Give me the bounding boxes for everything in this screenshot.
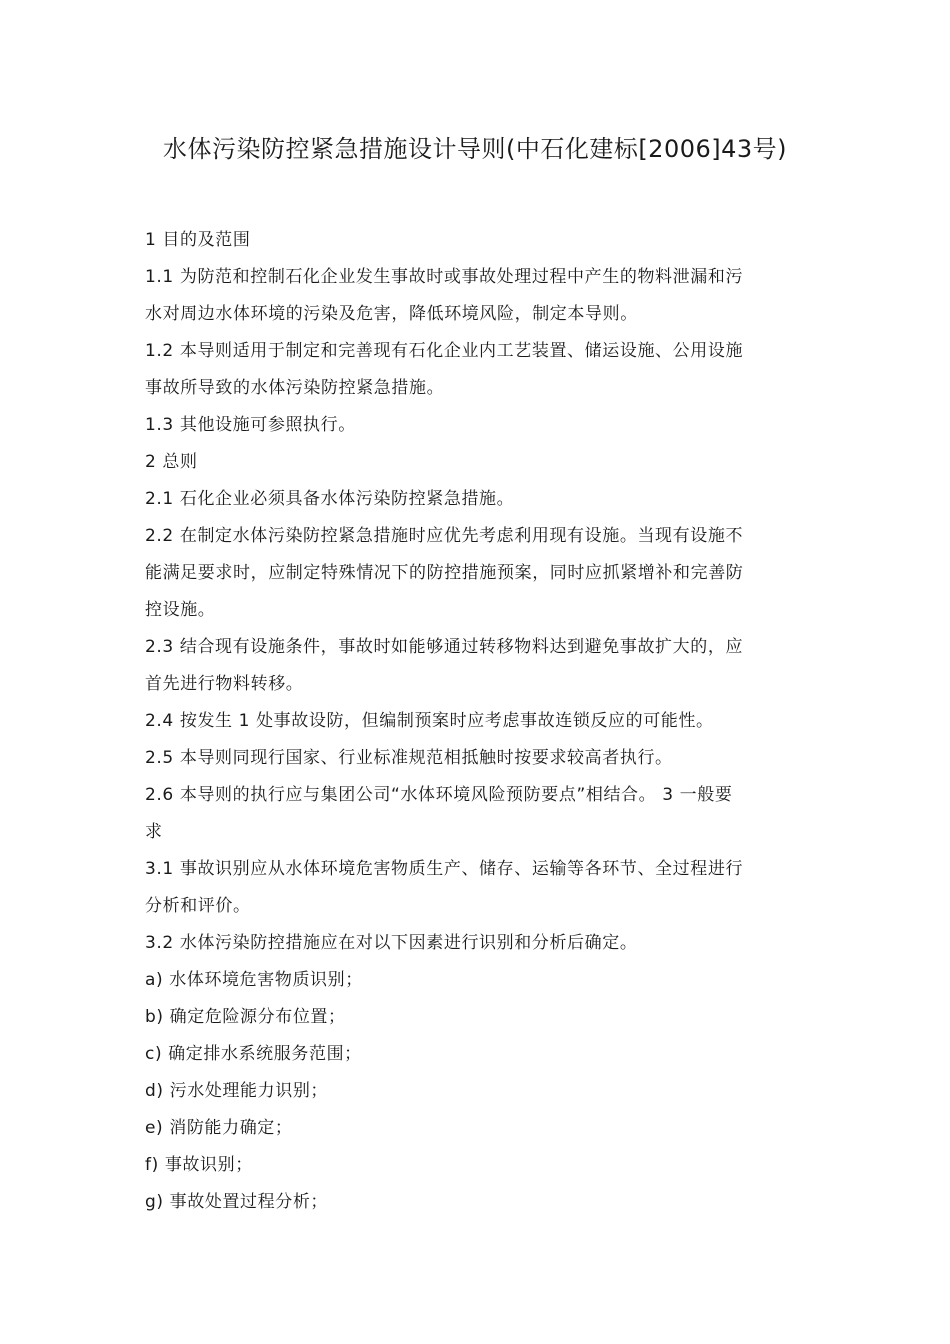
text-line: 2.6 本导则的执行应与集团公司“水体环境风险预防要点”相结合。 3 一般要 xyxy=(145,785,733,805)
document-body xyxy=(145,222,800,1221)
text-line: 2.3 结合现有设施条件，事故时如能够通过转移物料达到避免事故扩大的，应 xyxy=(145,637,744,657)
text-line: 2.4 按发生 1 处事故设防，但编制预案时应考虑事故连锁反应的可能性。 xyxy=(145,711,714,731)
text-line: 能满足要求时，应制定特殊情况下的防控措施预案，同时应抓紧增补和完善防 xyxy=(145,563,744,583)
text-line: e) 消防能力确定； xyxy=(145,1118,293,1138)
text-line: 1.3 其他设施可参照执行。 xyxy=(145,415,356,435)
text-line: 控设施。 xyxy=(145,600,216,620)
text-line: 求 xyxy=(145,822,163,842)
text-line: a) 水体环境危害物质识别； xyxy=(145,970,363,990)
text-line: 3.1 事故识别应从水体环境危害物质生产、储存、运输等各环节、全过程进行 xyxy=(145,859,744,879)
text-line: f) 事故识别； xyxy=(145,1155,253,1175)
text-line: 2 总则 xyxy=(145,452,198,472)
text-line: 2.1 石化企业必须具备水体污染防控紧急措施。 xyxy=(145,489,515,509)
text-line: 水对周边水体环境的污染及危害，降低环境风险，制定本导则。 xyxy=(145,304,638,324)
text-line: 2.5 本导则同现行国家、行业标准规范相抵触时按要求较高者执行。 xyxy=(145,748,673,768)
text-line: 首先进行物料转移。 xyxy=(145,674,304,694)
text-line: g) 事故处置过程分析； xyxy=(145,1192,329,1212)
text-line: b) 确定危险源分布位置； xyxy=(145,1007,346,1027)
text-line: 2.2 在制定水体污染防控紧急措施时应优先考虑利用现有设施。当现有设施不 xyxy=(145,526,744,546)
text-line: 事故所导致的水体污染防控紧急措施。 xyxy=(145,378,445,398)
text-line: d) 污水处理能力识别； xyxy=(145,1081,329,1101)
text-line: 1.1 为防范和控制石化企业发生事故时或事故处理过程中产生的物料泄漏和污 xyxy=(145,267,744,287)
text-line: 3.2 水体污染防控措施应在对以下因素进行识别和分析后确定。 xyxy=(145,933,638,953)
text-line: c) 确定排水系统服务范围； xyxy=(145,1044,362,1064)
text-line: 1.2 本导则适用于制定和完善现有石化企业内工艺装置、储运设施、公用设施 xyxy=(145,341,744,361)
text-line: 1 目的及范围 xyxy=(145,230,251,250)
text-line: 分析和评价。 xyxy=(145,896,251,916)
document-title: 水体污染防控紧急措施设计导则(中石化建标[2006]43号) xyxy=(162,135,788,163)
